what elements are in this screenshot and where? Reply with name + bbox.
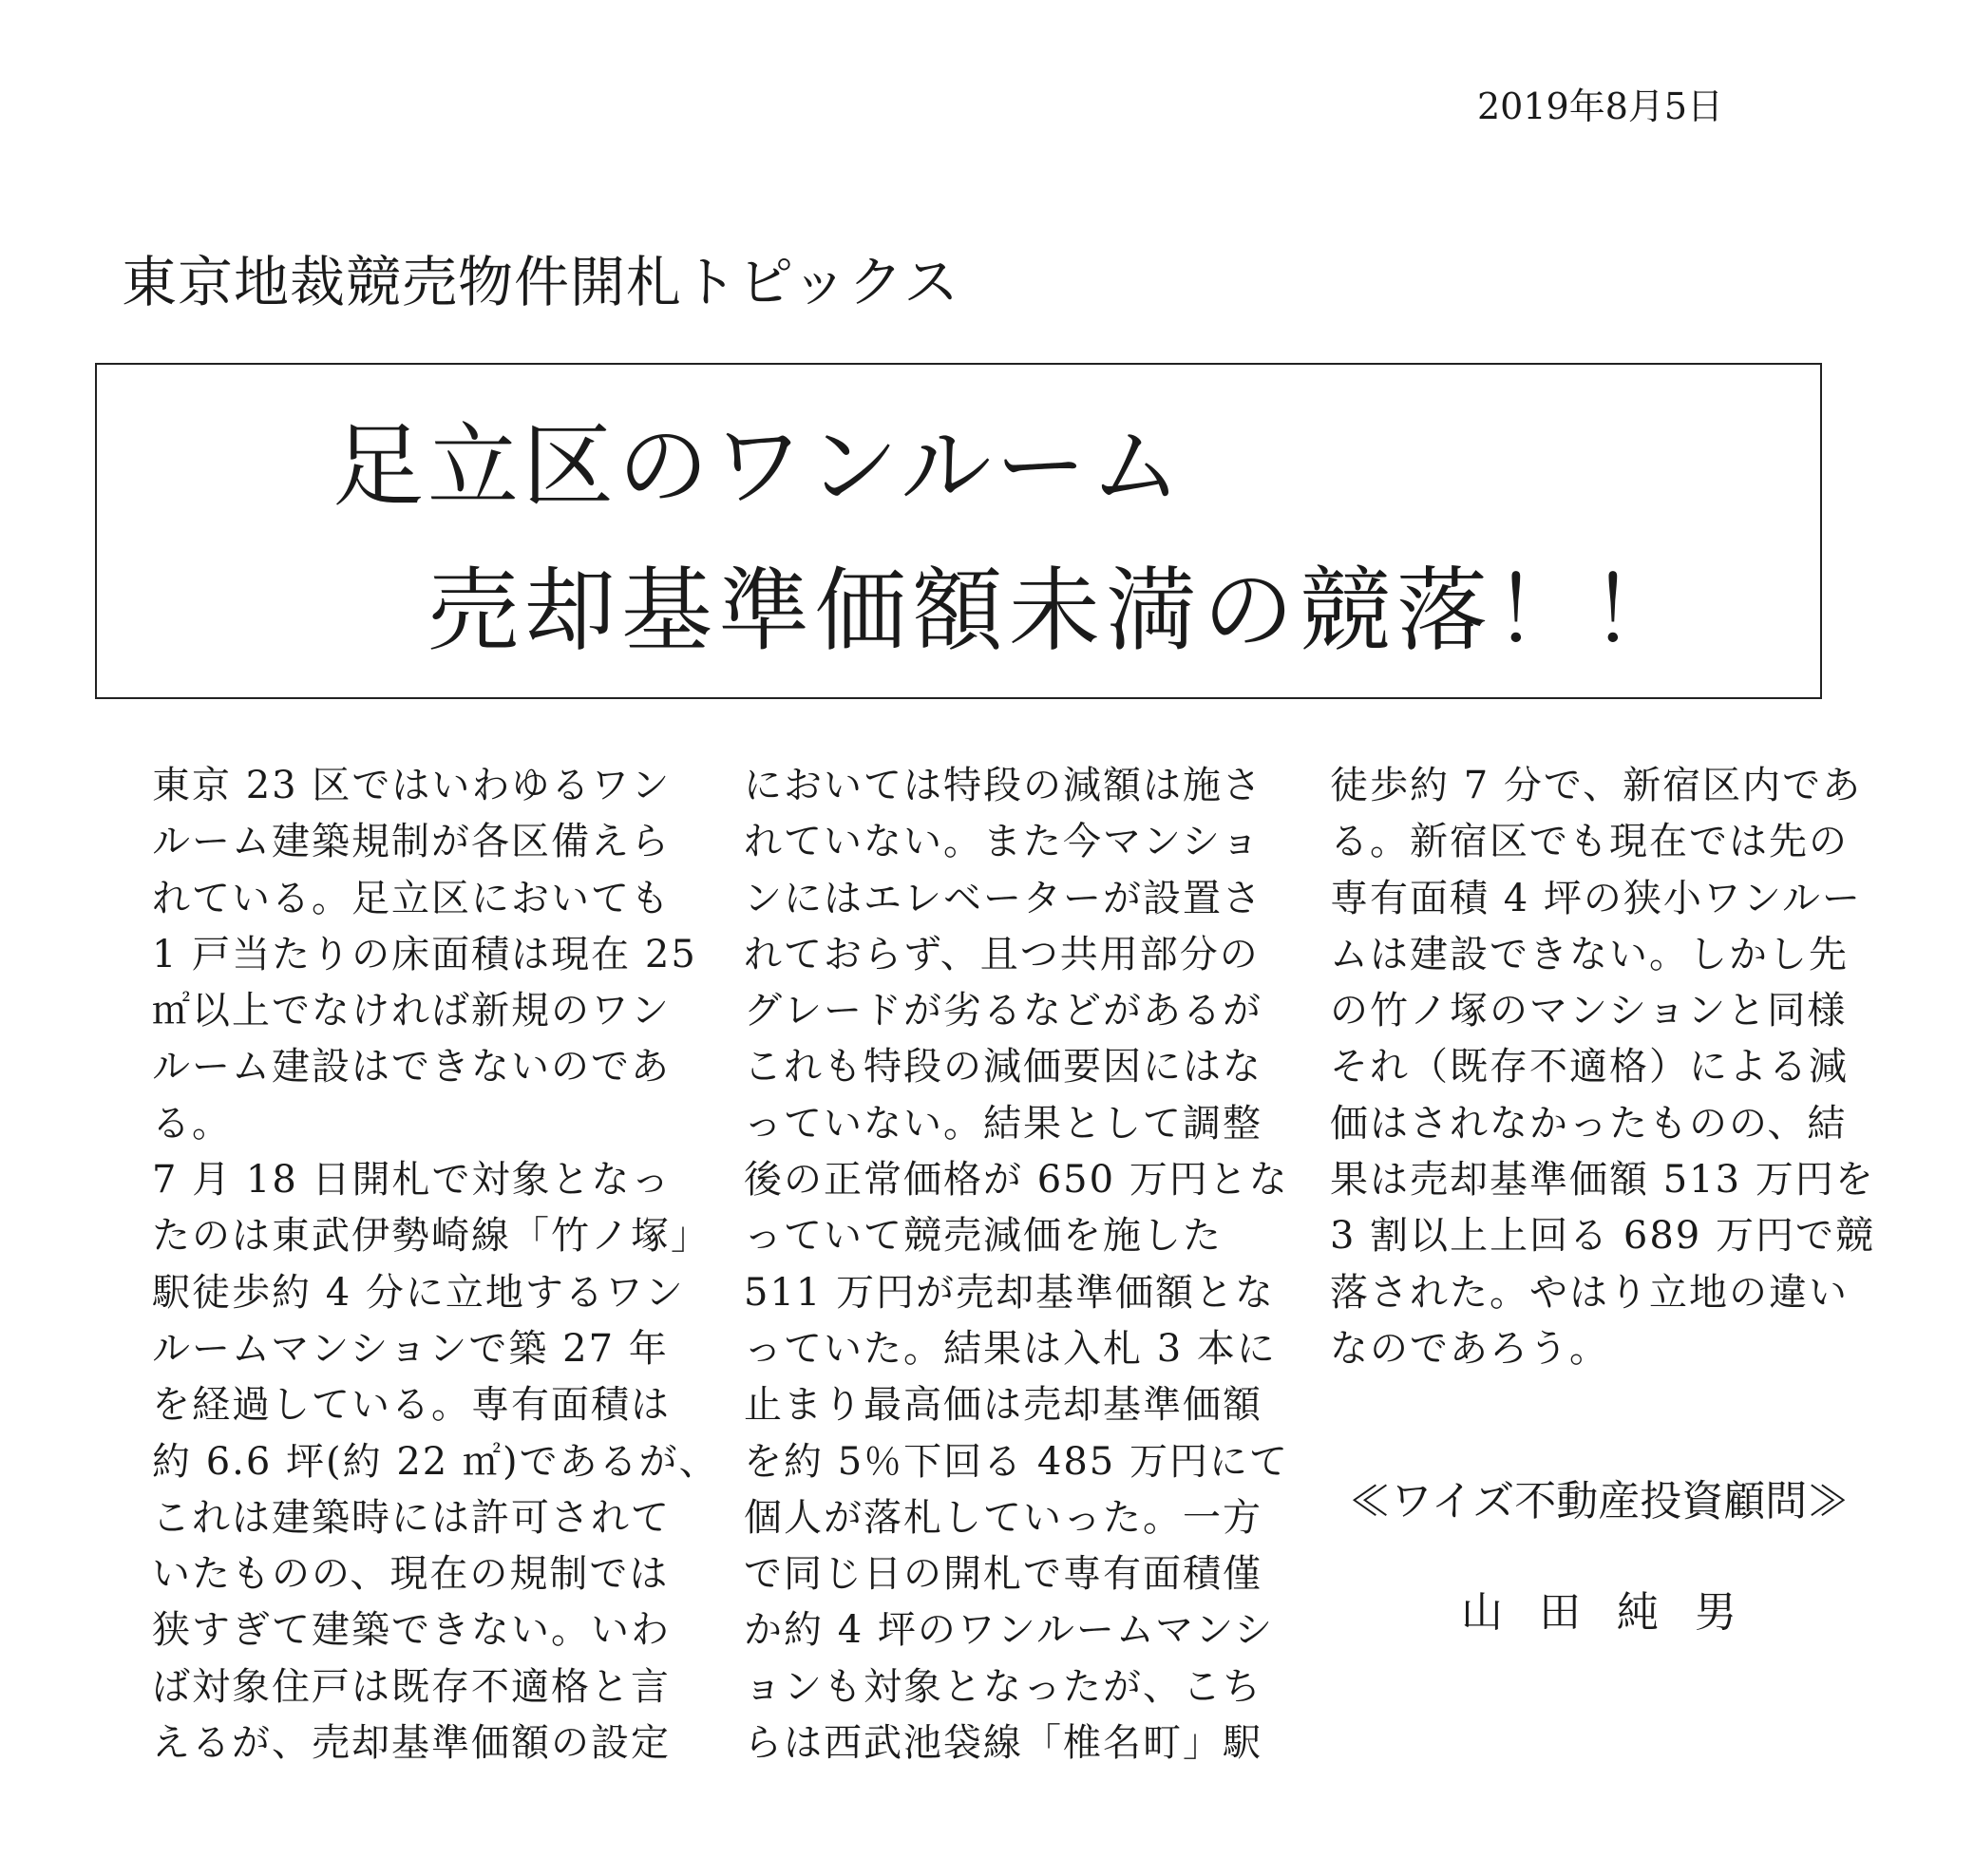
article-line: たのは東武伊勢崎線「竹ノ塚」 <box>152 1214 711 1259</box>
article-column-2 <box>744 758 1289 1772</box>
article-line: これも特段の減価要因にはな <box>744 1045 1262 1090</box>
article-line: らは西武池袋線「椎名町」駅 <box>744 1721 1262 1766</box>
article-line: 駅徒歩約 4 分に立地するワン <box>152 1270 685 1315</box>
article-line: れていない。また今マンショ <box>744 820 1262 864</box>
article-line: れておらず、且つ共用部分の <box>744 932 1260 976</box>
article-line: で同じ日の開札で専有面積僅 <box>744 1552 1262 1597</box>
article-line: か約 4 坪のワンルームマンシ <box>744 1608 1275 1653</box>
article-line: ンにはエレベーターが設置さ <box>744 876 1262 920</box>
article-line: えるが、売却基準価額の設定 <box>152 1721 671 1766</box>
article-date: 2019年8月5日 <box>1477 85 1724 127</box>
article-line: る。新宿区でも現在では先の <box>1330 820 1849 864</box>
article-line: 1 戸当たりの床面積は現在 25 <box>152 932 697 976</box>
article-line: 約 6.6 坪(約 22 ㎡)であるが、 <box>152 1439 719 1484</box>
article-line: ョンも対象となったが、こち <box>744 1664 1262 1709</box>
article-line: 専有面積 4 坪の狭小ワンルー <box>1330 876 1862 920</box>
article-line: 後の正常価格が 650 万円とな <box>744 1158 1289 1203</box>
article-line: 価はされなかったものの、結 <box>1330 1101 1848 1146</box>
headline-line-2: 売却基準価額未満の競落！！ <box>427 558 1687 664</box>
article-line: れている。足立区においても <box>152 876 671 920</box>
article-line: ムは建設できない。しかし先 <box>1330 932 1849 976</box>
article-line: ルームマンションで築 27 年 <box>152 1326 669 1371</box>
article-line: る。 <box>152 1101 232 1146</box>
article-column-1 <box>152 758 719 1772</box>
article-line: 果は売却基準価額 513 万円を <box>1330 1158 1875 1203</box>
article-line: 徒歩約 7 分で、新宿区内であ <box>1330 764 1863 807</box>
article-line: ㎡以上でなければ新規のワン <box>152 989 671 1033</box>
article-line: いたものの、現在の規制では <box>152 1552 670 1597</box>
article-line: なのであろう。 <box>1330 1326 1609 1371</box>
headline-box <box>95 363 1822 699</box>
article-line: ルーム建設はできないのであ <box>152 1045 671 1090</box>
article-line: っていて競売減価を施した <box>744 1214 1223 1259</box>
article-line: それ（既存不適格）による減 <box>1330 1045 1849 1090</box>
article-column-3 <box>1330 758 1875 1377</box>
article-line: を約 5％下回る 485 万円にて <box>744 1439 1289 1484</box>
article-line: 3 割以上上回る 689 万円で競 <box>1330 1214 1875 1259</box>
author-name: 山田純男 <box>1461 1588 1773 1637</box>
author-organization: ≪ワイズ不動産投資顧問≫ <box>1349 1477 1850 1525</box>
article-line: グレードが劣るなどがあるが <box>744 989 1262 1033</box>
article-line: っていない。結果として調整 <box>744 1101 1262 1146</box>
article-line: ば対象住戸は既存不適格と言 <box>152 1664 671 1709</box>
article-line: 7 月 18 日開札で対象となっ <box>152 1158 672 1203</box>
series-title: 東京地裁競売物件開札トピックス <box>122 250 960 314</box>
article-line: 止まり最高価は売却基準価額 <box>744 1383 1262 1428</box>
article-line: 東京 23 区ではいわゆるワン <box>152 764 672 807</box>
article-line: の竹ノ塚のマンションと同様 <box>1330 989 1848 1033</box>
article-line: においては特段の減額は施さ <box>744 764 1262 807</box>
article-line: 511 万円が売却基準価額とな <box>744 1270 1276 1315</box>
article-line: 個人が落札していった。一方 <box>744 1495 1262 1540</box>
headline-line-1: 足立区のワンルーム <box>332 413 1186 520</box>
article-line: これは建築時には許可されて <box>152 1495 671 1540</box>
article-line: 落された。やはり立地の違い <box>1330 1270 1849 1315</box>
article-line: を経過している。専有面積は <box>152 1383 671 1428</box>
article-line: 狭すぎて建築できない。いわ <box>152 1608 671 1653</box>
article-line: ルーム建築規制が各区備えら <box>152 820 671 864</box>
article-line: っていた。結果は入札 3 本に <box>744 1326 1277 1371</box>
